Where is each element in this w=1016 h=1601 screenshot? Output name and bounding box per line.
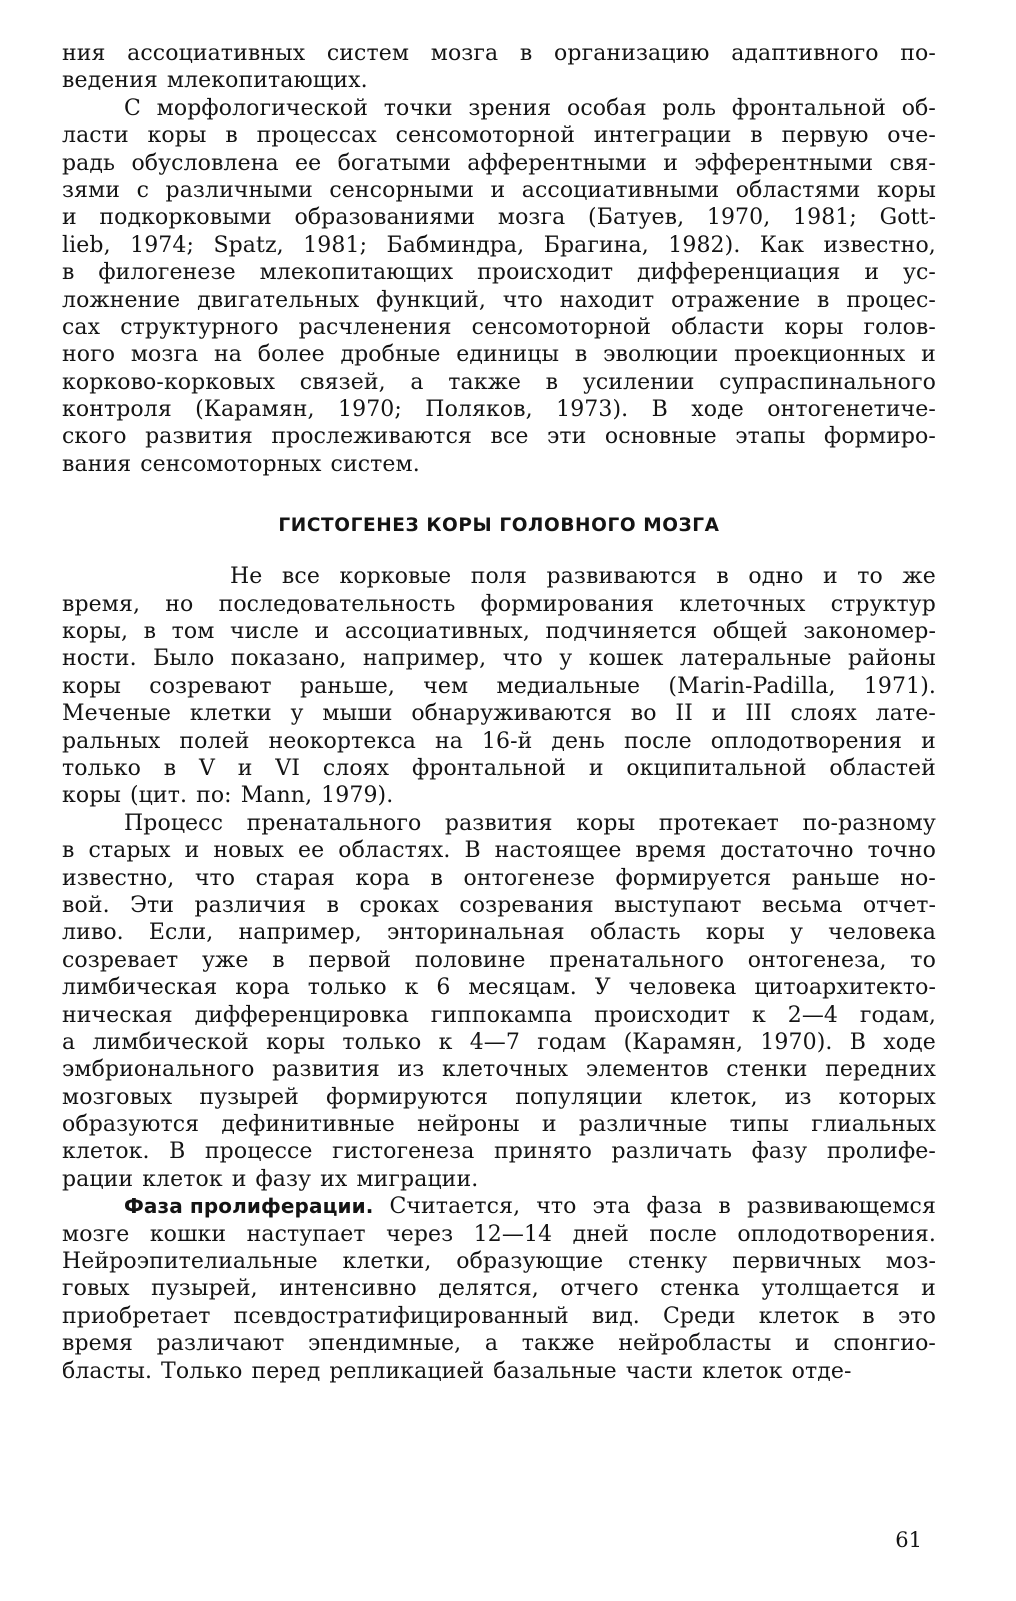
text-line: ральных полей неокортекса на 16-й день после оплодотворения и <box>62 728 936 754</box>
text-line: сах структурного расчленения сенсомоторной области коры голов- <box>62 314 936 340</box>
paragraph-cortical-fields <box>62 563 936 810</box>
text-line: время различают эпендимные, а также нейробласты и спонгио- <box>62 1331 936 1357</box>
text-line: рации клеток и фазу их миграции. <box>62 1166 479 1192</box>
text-line: ния ассоциативных систем мозга в организацию адаптивного по- <box>62 41 936 66</box>
text-line: время, но последовательность формирования клеточных структур <box>62 591 936 617</box>
text-line: ности. Было показано, например, что у кошек латеральные районы <box>62 646 936 672</box>
text-line: мозге кошки наступает через 12—14 дней после оплодотворения. <box>62 1221 936 1247</box>
text-line: а лимбической коры только к 4—7 годам (Карамян, 1970). В ходе <box>62 1029 936 1055</box>
text-line: мозговых пузырей формируются популяции клеток, из которых <box>62 1084 936 1110</box>
text-line: ническая дифференцировка гиппокампа происходит к 2—4 годам, <box>62 1002 936 1028</box>
text-line: радь обусловлена ее богатыми афферентными и эфферентными свя- <box>62 150 936 176</box>
text-line: Не все корковые поля развиваются в одно и то же <box>230 564 936 590</box>
run-in-heading: Фаза пролиферации. <box>124 1194 374 1219</box>
section-heading: ГИСТОГЕНЕЗ КОРЫ ГОЛОВНОГО МОЗГА <box>278 515 720 537</box>
book-page <box>62 40 936 1570</box>
text-line: эмбрионального развития из клеточных элементов стенки передних <box>62 1057 936 1083</box>
text-line: приобретает псевдостратифицированный вид. Среди клеток в это <box>62 1303 936 1329</box>
text-line: зями с различными сенсорными и ассоциативными областями коры <box>62 177 936 203</box>
text-line: созревает уже в первой половине пренатального онтогенеза, то <box>62 947 936 973</box>
text-line: ведения млекопитающих. <box>62 68 368 94</box>
text-line: Фаза пролиферации. Считается, что эта фаза в развивающемся <box>124 1194 936 1220</box>
text-line: контроля (Карамян, 1970; Поляков, 1973). В ходе онтогенетиче- <box>62 397 936 423</box>
text-line: вой. Эти различия в сроках созревания выступают весьма отчет- <box>62 892 936 918</box>
text-line: клеток. В процессе гистогенеза принято различать фазу пролифе- <box>62 1139 936 1165</box>
text-line: вания сенсомоторных систем. <box>62 451 420 477</box>
paragraph-continuation <box>62 40 936 95</box>
text-line: корково-корковых связей, а также в усилении супраспинального <box>62 369 936 395</box>
text-line: ного мозга на более дробные единицы в эволюции проекционных и <box>62 342 936 368</box>
text-line: образуются дефинитивные нейроны и различные типы глиальных <box>62 1112 936 1138</box>
page-number: 61 <box>895 1528 922 1552</box>
text-line: говых пузырей, интенсивно делятся, отчего стенка утолщается и <box>62 1276 936 1302</box>
text-line: коры созревают раньше, чем медиальные (Marin-Padilla, 1971). <box>62 673 936 699</box>
text-line: бласты. Только перед репликацией базальные части клеток отде- <box>62 1358 852 1384</box>
text-line: ливо. Если, например, энторинальная область коры у человека <box>62 920 936 946</box>
paragraph-proliferation-phase <box>62 1193 936 1385</box>
text-line: и подкорковыми образованиями мозга (Батуев, 1970, 1981; Gott- <box>62 205 936 231</box>
text-line: коры, в том числе и ассоциативных, подчиняется общей закономер- <box>62 619 936 645</box>
text-line: Нейроэпителиальные клетки, образующие стенку первичных моз- <box>62 1249 936 1275</box>
text-line: ского развития прослеживаются все эти основные этапы формиро- <box>62 424 936 450</box>
text-line: в старых и новых ее областях. В настоящее время достаточно точно <box>62 838 936 864</box>
text-line: коры (цит. по: Mann, 1979). <box>62 783 394 809</box>
text-line: известно, что старая кора в онтогенезе формируется раньше но- <box>62 865 936 891</box>
text-line: lieb, 1974; Spatz, 1981; Бабминдра, Брагина, 1982). Как известно, <box>62 232 936 258</box>
paragraph-prenatal-development <box>62 810 936 1193</box>
text-line: в филогенезе млекопитающих происходит дифференциация и ус- <box>62 260 936 286</box>
text-line: С морфологической точки зрения особая роль фронтальной об- <box>124 95 936 121</box>
text-line: только в V и VI слоях фронтальной и окципитальной областей <box>62 755 936 781</box>
text-line: Меченые клетки у мыши обнаруживаются во II и III слоях лате- <box>62 701 936 727</box>
text-line: ложнение двигательных функций, что находит отражение в процес- <box>62 287 936 313</box>
text-line: ласти коры в процессах сенсомоторной интеграции в первую оче- <box>62 123 936 149</box>
paragraph-frontal-cortex <box>62 95 936 478</box>
text-line: лимбическая кора только к 6 месяцам. У человека цитоархитекто- <box>62 975 936 1001</box>
text-line: Процесс пренатального развития коры протекает по-разному <box>124 810 936 836</box>
